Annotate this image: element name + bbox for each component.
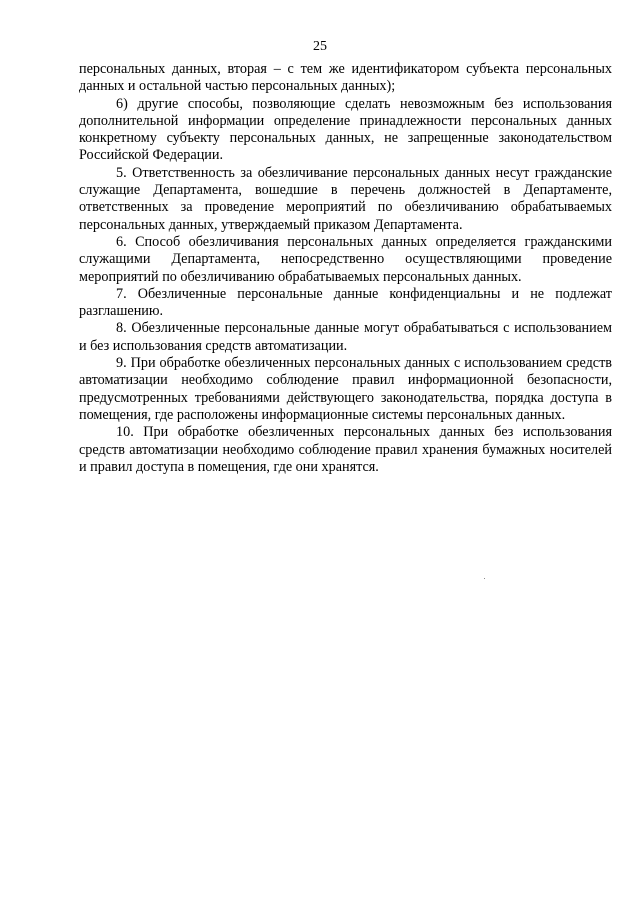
paragraph-item-5-responsibility: 5. Ответственность за обезличивание персональных данных несут гражданские служащие Департамента, вошедшие в перечень должностей в Департаменте, ответственных за проведение мероприятий по обезличиванию обрабатываемых персональных данных, утверждаемый приказом Департамента. (79, 164, 612, 233)
paragraph-item-10-manual: 10. При обработке обезличенных персональных данных без использования средств автоматизации необходимо соблюдение правил хранения бумажных носителей и правил доступа в помещения, где они хранятся. (79, 424, 612, 475)
page-number: 25 (313, 39, 327, 54)
paragraph-item-9-automated: 9. При обработке обезличенных персональных данных с использованием средств автоматизации необходимо соблюдение правил информационной безопасности, предусмотренных требованиями действующего законодательства, порядка доступа в помещения, где расположены информационные системы персональных данных. (79, 355, 612, 423)
document-body (79, 61, 612, 476)
scan-speck (484, 578, 485, 579)
paragraph-item-6-other-methods: 6) другие способы, позволяющие сделать невозможным без использования дополнительной информации определение принадлежности персональных данных конкретному субъекту персональных данных, не запрещенные законодательством Российской Федерации. (79, 95, 612, 164)
paragraph-continuation: персональных данных, вторая – с тем же идентификатором субъекта персональных данных и остальной частью персональных данных); (79, 61, 612, 95)
paragraph-item-7-confidentiality: 7. Обезличенные персональные данные конфиденциальны и не подлежат разглашению. (79, 285, 612, 320)
paragraph-item-6-method: 6. Способ обезличивания персональных данных определяется гражданскими служащими Департамента, непосредственно осуществляющими проведение мероприятий по обезличиванию обрабатываемых персональных данных. (79, 233, 612, 285)
paragraph-item-8-processing: 8. Обезличенные персональные данные могут обрабатываться с использованием и без использования средств автоматизации. (79, 320, 612, 354)
